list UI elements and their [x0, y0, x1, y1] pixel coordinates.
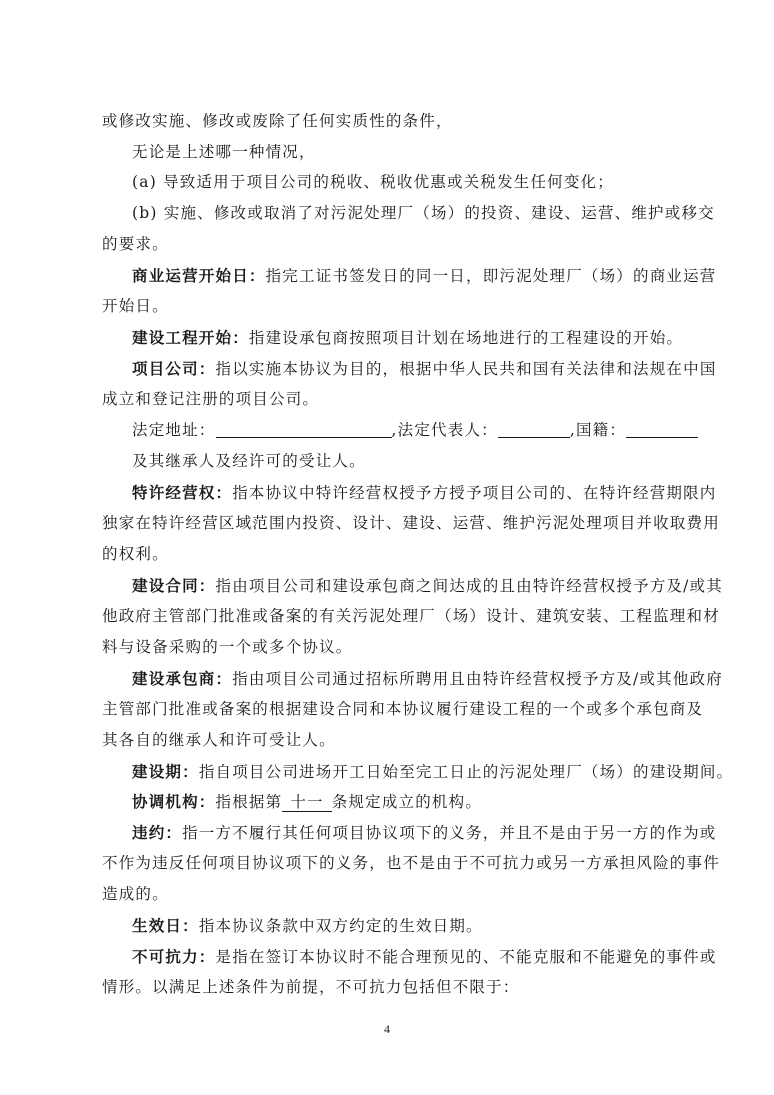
text-line: (a) 导致适用于项目公司的税收、税收优惠或关税发生任何变化；: [132, 173, 614, 191]
defined-term: 违约：: [132, 823, 183, 842]
text-line: 造成的。: [102, 885, 169, 903]
definition-construction-start: [102, 322, 684, 353]
defined-term: 生效日：: [132, 916, 199, 935]
defined-term: 商业运营开始日：: [132, 266, 266, 285]
definition-coordination-body: [102, 786, 674, 817]
text-line: 的权利。: [102, 545, 169, 563]
definition-force-majeure: [102, 941, 717, 1003]
defined-term: 项目公司：: [132, 359, 216, 378]
text-line: 无论是上述哪一种情况，: [132, 143, 316, 161]
address-label: 法定地址：: [132, 421, 216, 439]
definition-text: 指一方不履行其任何项目协议项下的义务，并且不是由于另一方的作为或: [182, 824, 717, 842]
page-number: 4: [384, 1022, 390, 1036]
text-line: 及其继承人及经许可的受让人。: [132, 452, 366, 470]
text-line: 独家在特许经营区域范围内投资、设计、建设、运营、维护污泥处理项目并收取费用: [102, 514, 720, 532]
definition-text: 指根据第: [215, 793, 283, 811]
definition-commercial-start: [102, 260, 717, 322]
defined-term: 建设合同：: [132, 576, 216, 595]
definition-text: 指本协议中特许经营权授予方授予项目公司的、在特许经营期限内: [232, 484, 717, 502]
definition-text: 指由项目公司和建设承包商之间达成的且由特许经营权授予方及/或其: [215, 577, 723, 595]
clause-either-case: [102, 137, 674, 168]
definition-text: 指建设承包商按照项目计划在场地进行的工程建设的开始。: [248, 329, 684, 347]
text-line: 成立和登记注册的项目公司。: [102, 390, 320, 408]
definition-text: 指完工证书签发日的同一日，即污泥处理厂（场）的商业运营: [265, 267, 717, 285]
text-line: 他政府主管部门批准或备案的有关污泥处理厂（场）设计、建筑安装、工程监理和材: [102, 607, 720, 625]
text-line: 的要求。: [102, 235, 169, 253]
text-line: 情形。以满足上述条件为前提，不可抗力包括但不限于：: [102, 978, 520, 996]
definition-text: 指以实施本协议为目的，根据中华人民共和国有关法律和法规在中国: [215, 360, 717, 378]
text-line: 或修改实施、修改或废除了任何实质性的条件，: [102, 112, 453, 130]
representative-blank: [498, 419, 570, 438]
definition-contractor: [102, 663, 723, 756]
representative-label: ,法定代表人：: [391, 421, 498, 439]
clause-continuation: [102, 106, 674, 137]
definition-project-company: [102, 353, 717, 415]
text-line: 主管部门批准或备案的根据建设合同和本协议履行建设工程的一个或多个承包商及: [102, 700, 704, 718]
definition-construction-contract: [102, 570, 723, 663]
defined-term: 特许经营权：: [132, 483, 233, 502]
text-line: 不作为违反任何项目协议项下的义务，也不是由于不可抗力或另一方承担风险的事件: [102, 854, 720, 872]
definition-construction-period: [102, 756, 734, 787]
defined-term: 协调机构：: [132, 792, 216, 811]
definition-text: 是指在签订本协议时不能合理预见的、不能克服和不能避免的事件或: [215, 948, 717, 966]
defined-term: 建设承包商：: [132, 669, 233, 688]
definition-effective-date: [102, 910, 674, 941]
clause-item-a: [102, 167, 674, 198]
definition-franchise: [102, 477, 720, 570]
address-blank: [216, 419, 392, 438]
text-line: (b) 实施、修改或取消了对污泥处理厂（场）的投资、建设、运营、维护或移交: [132, 204, 715, 222]
project-company-fill-in: [102, 415, 674, 477]
clause-number: 十一: [282, 793, 331, 812]
text-line: 其各自的继承人和许可受让人。: [102, 731, 336, 749]
clause-item-b: [102, 198, 715, 260]
nationality-label: ,国籍：: [569, 421, 627, 439]
text-line: 开始日。: [102, 297, 169, 315]
definition-text: 指自项目公司进场开工日始至完工日止的污泥处理厂（场）的建设期间。: [198, 763, 734, 781]
definition-text: 指由项目公司通过招标所聘用且由特许经营权授予方及/或其他政府: [232, 670, 723, 688]
definition-breach: [102, 817, 720, 910]
text-line: 料与设备采购的一个或多个协议。: [102, 638, 353, 656]
defined-term: 建设工程开始：: [132, 328, 249, 347]
nationality-blank: [626, 419, 698, 438]
defined-term: 建设期：: [132, 762, 199, 781]
definition-text: 指本协议条款中双方约定的生效日期。: [198, 917, 483, 935]
definition-text: 条规定成立的机构。: [331, 793, 483, 811]
defined-term: 不可抗力：: [132, 947, 216, 966]
